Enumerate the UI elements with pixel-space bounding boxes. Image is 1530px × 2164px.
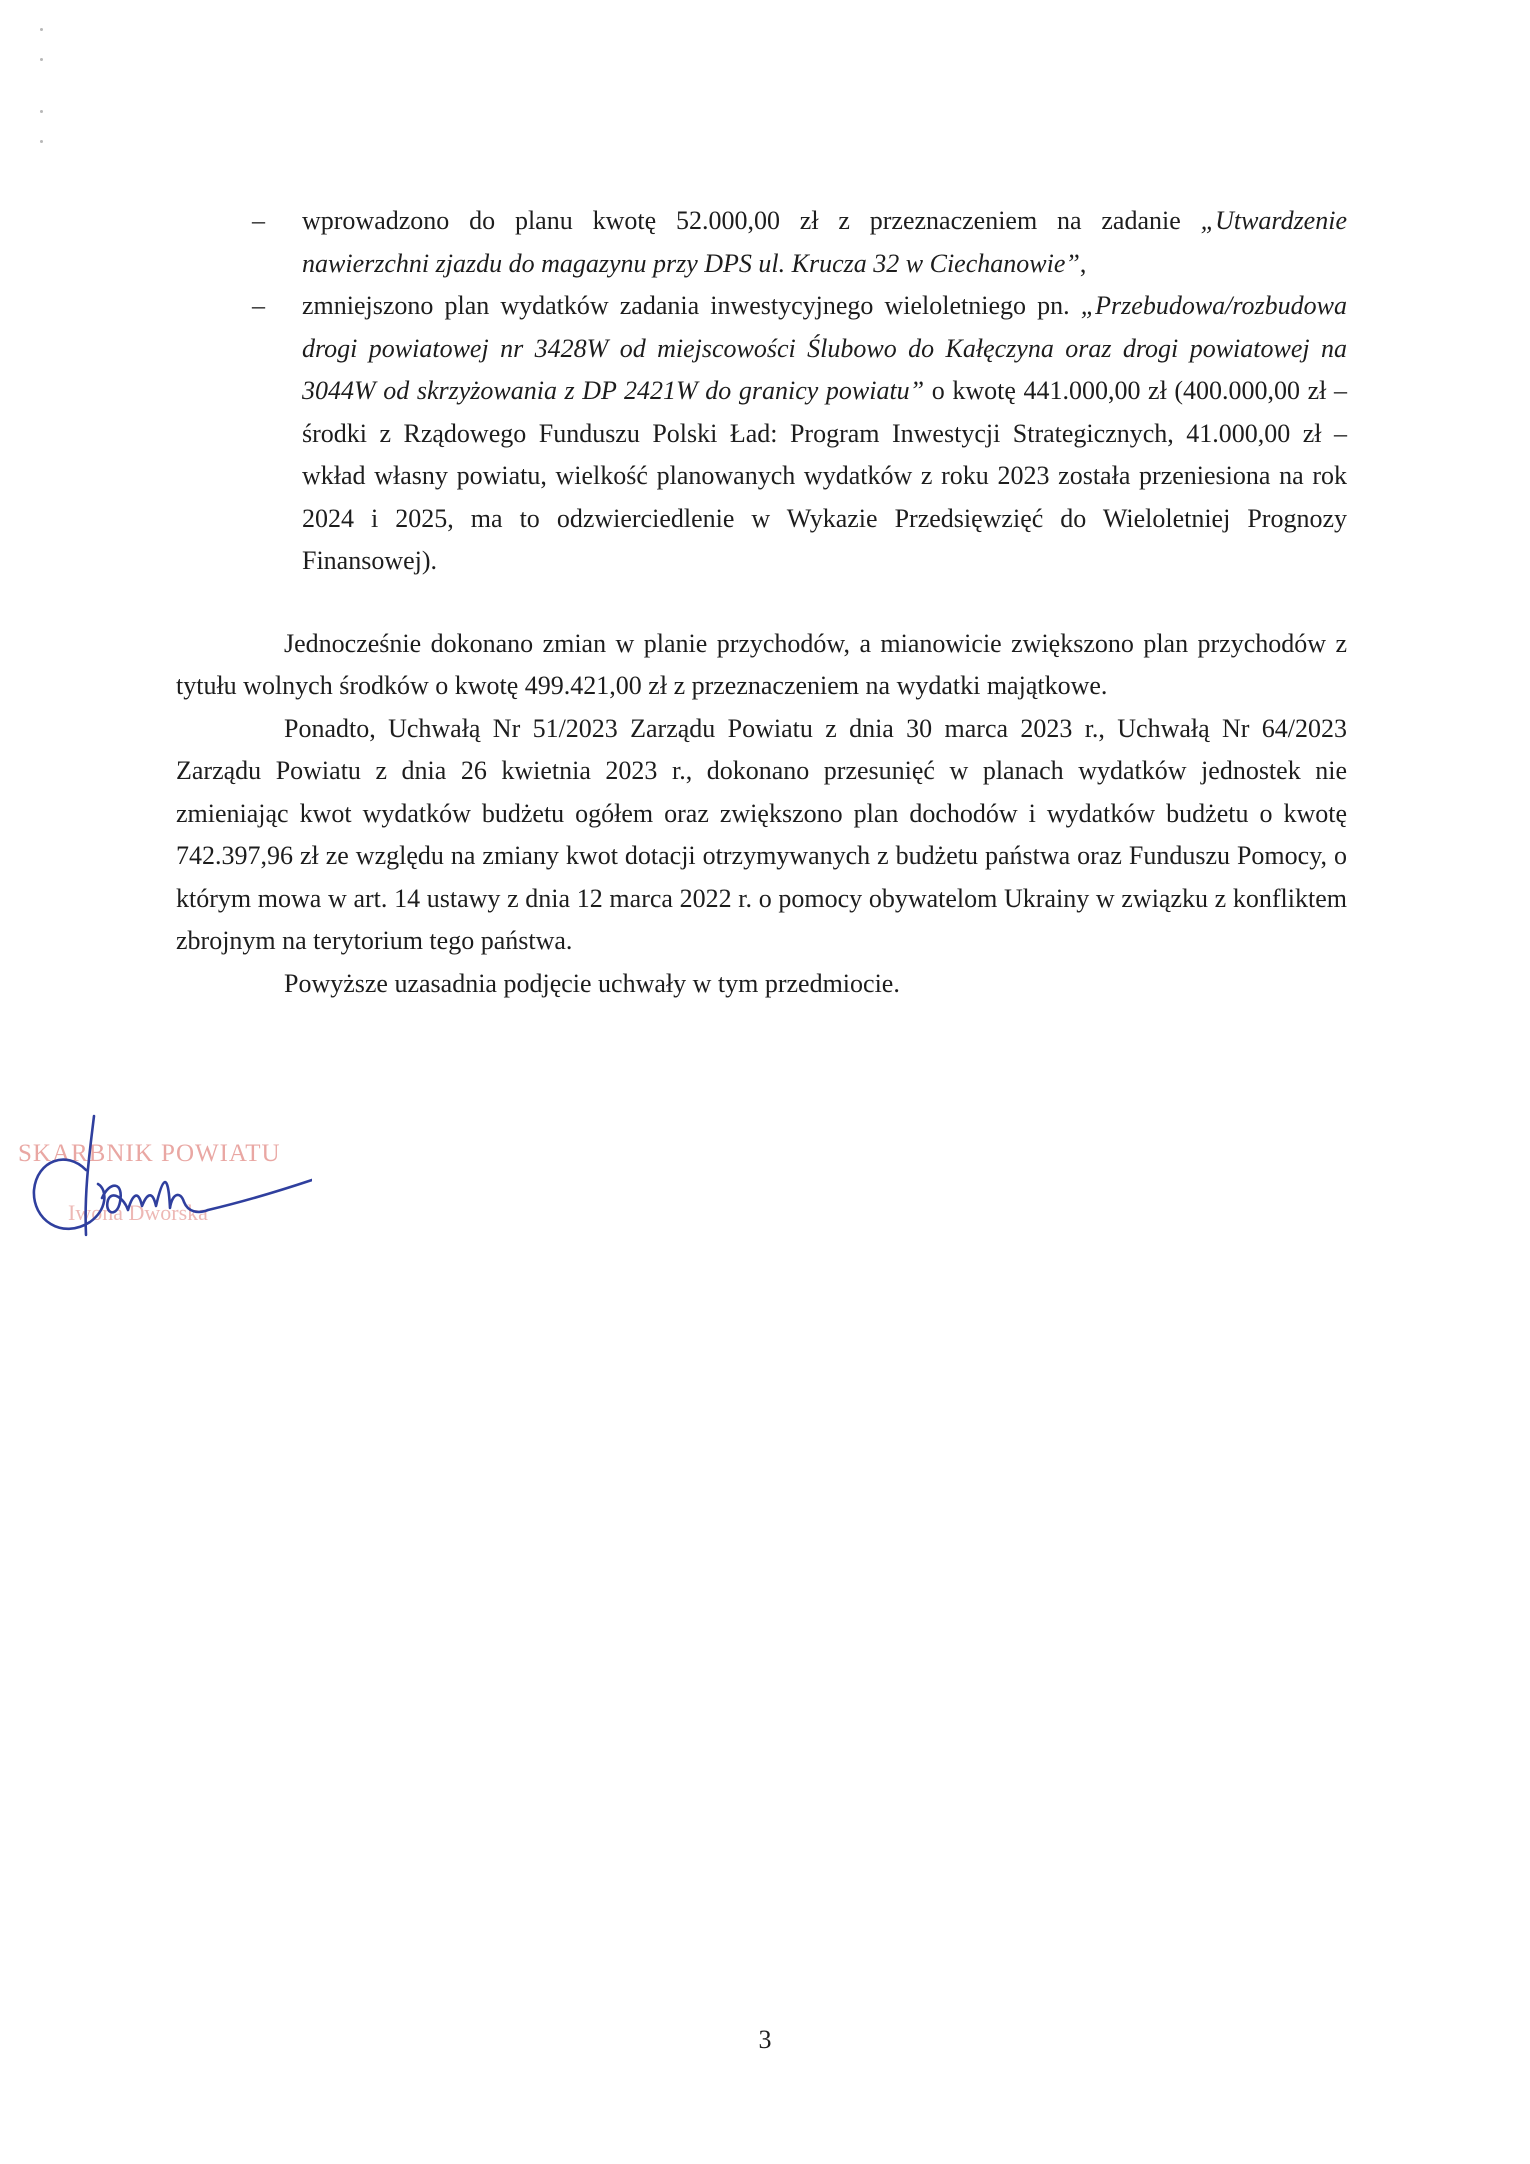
list-item-text: zmniejszono plan wydatków zadania inwestycyjnego wieloletniego pn. [302, 291, 1081, 320]
list-dash: – [252, 206, 265, 235]
paragraph-conclusion: Powyższe uzasadnia podjęcie uchwały w tym przedmiocie. [284, 968, 900, 998]
document-body [176, 200, 1347, 1005]
handwritten-signature [12, 1110, 312, 1250]
paragraph-revenues: Jednocześnie dokonano zmian w planie przychodów, a mianowicie zwiększono plan przychodów z tytułu wolnych środków o kwotę 499.421,00 zł z przeznaczeniem na wydatki majątkowe. [176, 628, 1347, 700]
list-dash: – [252, 291, 265, 320]
paragraph-resolutions: Ponadto, Uchwałą Nr 51/2023 Zarządu Powiatu z dnia 30 marca 2023 r., Uchwałą Nr 64/2023 Zarządu Powiatu z dnia 26 kwietnia 2023 r., dokonano przesunięć w planach wydatków jednostek nie zmieniając kwot wydatków budżetu ogółem oraz zwiększono plan dochodów i wydatków budżetu o kwotę 742.397,96 zł ze względu na zmiany kwot dotacji otrzymywanych z budżetu państwa oraz Funduszu Pomocy, o którym mowa w art. 14 ustawy z dnia 12 marca 2022 r. o pomocy obywatelom Ukrainy w związku z konfliktem zbrojnym na terytorium tego państwa. [176, 713, 1347, 955]
list-item [176, 285, 1347, 583]
changes-list [176, 200, 1347, 583]
list-item [176, 200, 1347, 285]
stamp-name: Iwona Dworska [68, 1200, 208, 1225]
list-item-text: wprowadzono do planu kwotę 52.000,00 zł z przeznaczeniem na zadanie [302, 206, 1201, 235]
task-name: „Przebudowa/rozbudowa drogi powiatowej nr 3428W od miejscowości Ślubowo do Kałęczyna oraz drogi powiatowej na 3044W od skrzyżowania z DP 2421W do granicy powiatu” [302, 291, 1347, 405]
scan-marks [36, 28, 56, 158]
signature-block [12, 1110, 312, 1250]
list-item-text-end: , [1079, 248, 1087, 278]
page-number: 3 [758, 2025, 772, 2054]
list-item-text-end: o kwotę 441.000,00 zł (400.000,00 zł – środki z Rządowego Funduszu Polski Ład: Program Inwestycji Strategicznych, 41.000,00 zł – wkład własny powiatu, wielkość planowanych wydatków z roku 2023 została przeniesiona na rok 2024 i 2025, ma to odzwierciedlenie w Wykazie Przedsięwzięć do Wieloletniej Prognozy Finansowej). [302, 376, 1347, 575]
stamp-title: SKARBNIK POWIATU [18, 1140, 281, 1167]
task-name: „Utwardzenie nawierzchni zjazdu do magazynu przy DPS ul. Krucza 32 w Ciechanowie” [302, 206, 1347, 278]
